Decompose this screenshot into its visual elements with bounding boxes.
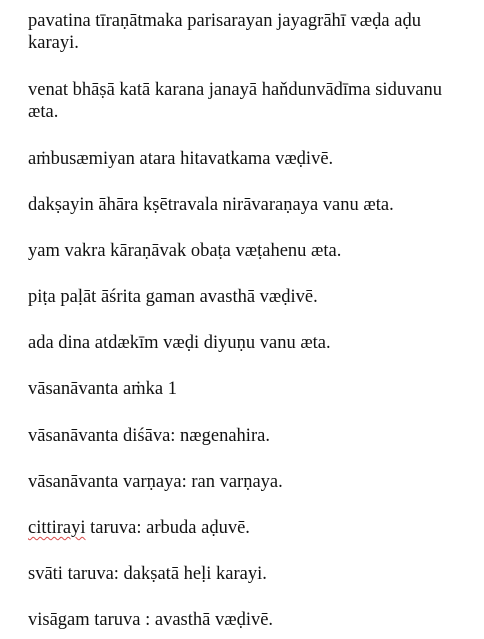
paragraph: venat bhāṣā katā karana janayā haňdunvādīma siduvanu æta. <box>28 80 443 122</box>
paragraph: piṭa paḷāt āśrita gaman avasthā væḍivē. <box>28 287 318 307</box>
paragraph: vāsanāvanta diśāva: nægenahira. <box>28 426 270 446</box>
paragraph-text: taruva: arbuda aḍuvē. <box>90 518 250 538</box>
paragraph: aṁbusæmiyan atara hitavatkama væḍivē. <box>28 149 334 169</box>
paragraph: pavatina tīraṇātmaka parisarayan jayagrāhī væḍa aḍu karayi. <box>28 11 421 53</box>
paragraph: visāgam taruva : avasthā væḍivē. <box>28 610 274 630</box>
paragraph: svāti taruva: dakṣatā heḷi karayi. <box>28 564 267 584</box>
paragraph: yam vakra kāraṇāvak obaṭa væṭahenu æta. <box>28 241 342 261</box>
paragraph: dakṣayin āhāra kṣētravala nirāvaraṇaya vanu æta. <box>28 195 394 215</box>
paragraph: vāsanāvanta aṁka 1 <box>28 379 177 399</box>
paragraph <box>28 517 468 539</box>
spellcheck-flagged-word[interactable]: cittirayi <box>28 518 86 538</box>
paragraph: vāsanāvanta varṇaya: ran varṇaya. <box>28 472 283 492</box>
paragraph: ada dina atdækīm væḍi diyuṇu vanu æta. <box>28 333 331 353</box>
